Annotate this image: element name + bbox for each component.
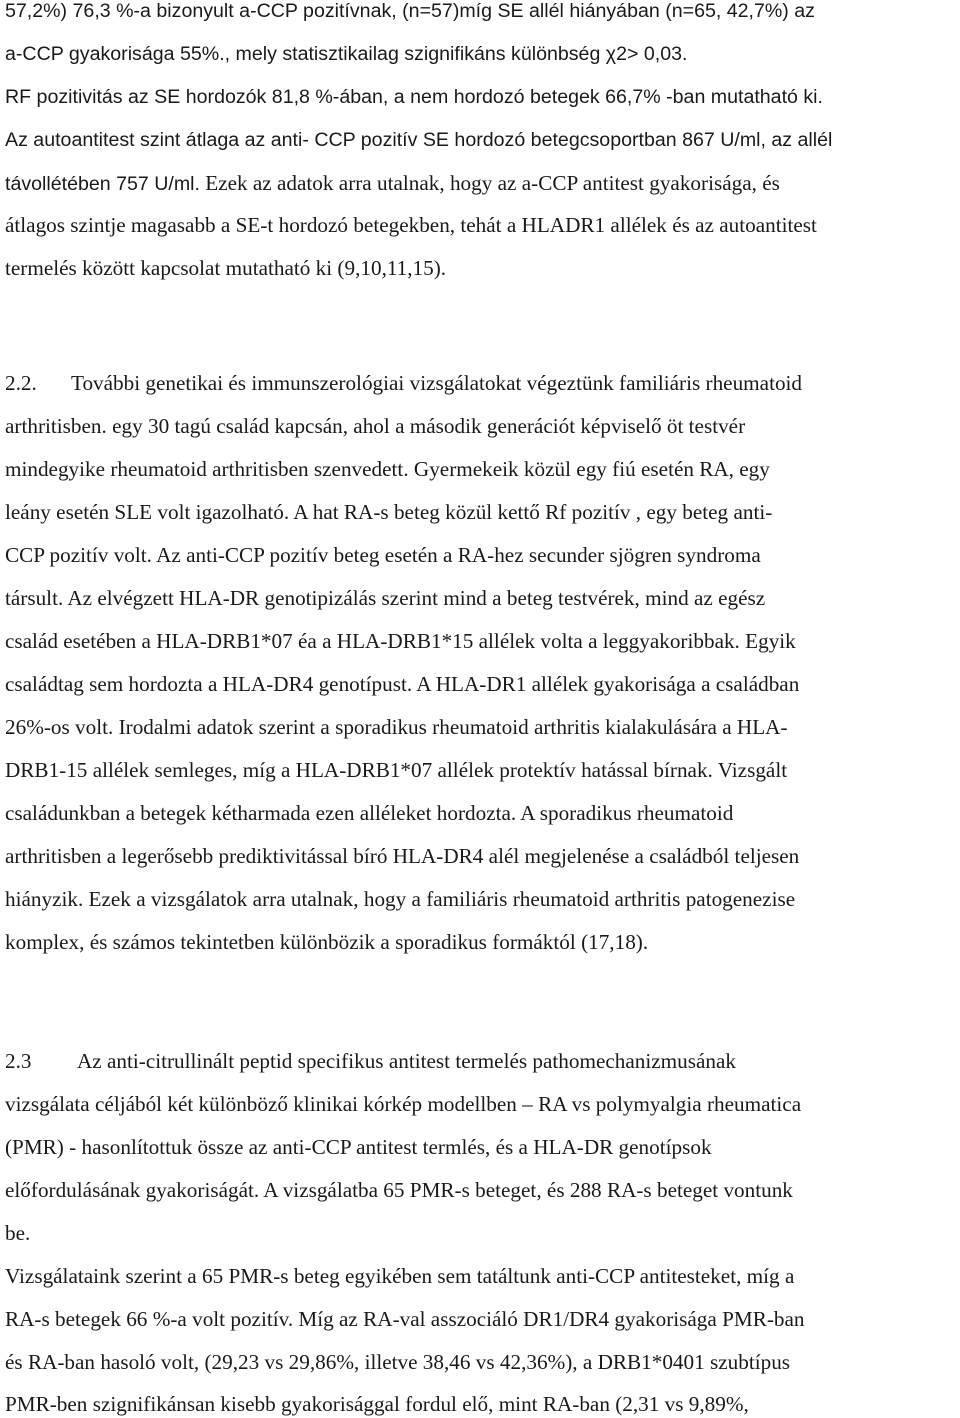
text-segment: Az anti-citrullinált peptid specifikus antitest termelés pathomechanizmusának <box>77 1049 736 1073</box>
text-line: termelés között kapcsolat mutatható ki (9,10,11,15). <box>5 256 447 280</box>
text-line: 57,2%) 76,3 %-a bizonyult a-CCP pozitívnak, (n=57)míg SE allél hiányában (n=65, 42,7%) az <box>5 0 815 22</box>
text-line: arthritisben. egy 30 tagú család kapcsán, ahol a második generációt képviselő öt testvér <box>5 414 746 438</box>
section-2-2-first-line <box>5 373 802 394</box>
text-line: 26%-os volt. Irodalmi adatok szerint a sporadikus rheumatoid arthritis kialakulására a HLA- <box>5 715 788 739</box>
section-number: 2.3 <box>5 1049 32 1073</box>
text-line: mindegyike rheumatoid arthritisben szenvedett. Gyermekeik közül egy fiú esetén RA, egy <box>5 457 770 481</box>
text-line: család esetében a HLA-DRB1*07 éa a HLA-DRB1*15 allélek volta a leggyakoribbak. Egyik <box>5 629 796 653</box>
text-line: DRB1-15 allélek semleges, míg a HLA-DRB1*07 allélek protektív hatással bírnak. Vizsgált <box>5 758 788 782</box>
text-segment: távollétében 757 U/ml. <box>5 173 200 195</box>
text-line: RF pozitivitás az SE hordozók 81,8 %-ában, a nem hordozó betegek 66,7% -ban mutatható ki. <box>5 86 823 108</box>
text-line: társult. Az elvégzett HLA-DR genotipizálás szerint mind a beteg testvérek, mind az egész <box>5 586 766 610</box>
text-segment: További genetikai és immunszerológiai vizsgálatokat végeztünk familiáris rheumatoid <box>71 371 803 395</box>
text-line: és RA-ban hasoló volt, (29,23 vs 29,86%, illetve 38,46 vs 42,36%), a DRB1*0401 szubtípus <box>5 1350 791 1374</box>
text-line: a-CCP gyakorisága 55%., mely statisztikailag szignifikáns különbség χ2> 0,03. <box>5 43 688 65</box>
text-line: családtag sem hordozta a HLA-DR4 genotípust. A HLA-DR1 allélek gyakorisága a családban <box>5 672 800 696</box>
text-line: be. <box>5 1221 31 1245</box>
text-line: PMR-ben szignifikánsan kisebb gyakorisággal fordul elő, mint RA-ban (2,31 vs 9,89%, <box>5 1392 749 1416</box>
text-line: komplex, és számos tekintetben különbözik a sporadikus formáktól (17,18). <box>5 930 649 954</box>
text-line: Az autoantitest szint átlaga az anti- CCP pozitív SE hordozó betegcsoportban 867 U/ml, az allél <box>5 129 833 151</box>
text-line: CCP pozitív volt. Az anti-CCP pozitív beteg esetén a RA-hez secunder sjögren syndroma <box>5 543 761 567</box>
text-line: arthritisben a legerősebb prediktivitással bíró HLA-DR4 alél megjelenése a családból teljesen <box>5 844 800 868</box>
section-2-3-first-line <box>5 1051 736 1072</box>
section-number: 2.2. <box>5 371 37 395</box>
text-line: (PMR) - hasonlítottuk össze az anti-CCP antitest termlés, és a HLA-DR genotípsok <box>5 1135 712 1159</box>
text-line: Vizsgálataink szerint a 65 PMR-s beteg egyikében sem tatáltunk anti-CCP antitesteket, míg a <box>5 1264 795 1288</box>
text-line: családunkban a betegek kétharmada ezen alléleket hordozta. A sporadikus rheumatoid <box>5 801 734 825</box>
text-line-mixed <box>5 173 780 195</box>
text-line: átlagos szintje magasabb a SE-t hordozó betegekben, tehát a HLADR1 allélek és az autoantitest <box>5 213 817 237</box>
text-line: vizsgálata céljából két különböző klinikai kórkép modellben – RA vs polymyalgia rheumatica <box>5 1092 802 1116</box>
text-line: RA-s betegek 66 %-a volt pozitív. Míg az RA-val asszociáló DR1/DR4 gyakorisága PMR-ban <box>5 1307 805 1331</box>
text-line: leány esetén SLE volt igazolható. A hat RA-s beteg közül kettő Rf pozitív , egy beteg anti- <box>5 500 773 524</box>
text-line: előfordulásának gyakoriságát. A vizsgálatba 65 PMR-s beteget, és 288 RA-s beteget vontunk <box>5 1178 793 1202</box>
text-line: hiányzik. Ezek a vizsgálatok arra utalnak, hogy a familiáris rheumatoid arthritis patogenezise <box>5 887 796 911</box>
text-segment: Ezek az adatok arra utalnak, hogy az a-CCP antitest gyakorisága, és <box>199 171 780 195</box>
